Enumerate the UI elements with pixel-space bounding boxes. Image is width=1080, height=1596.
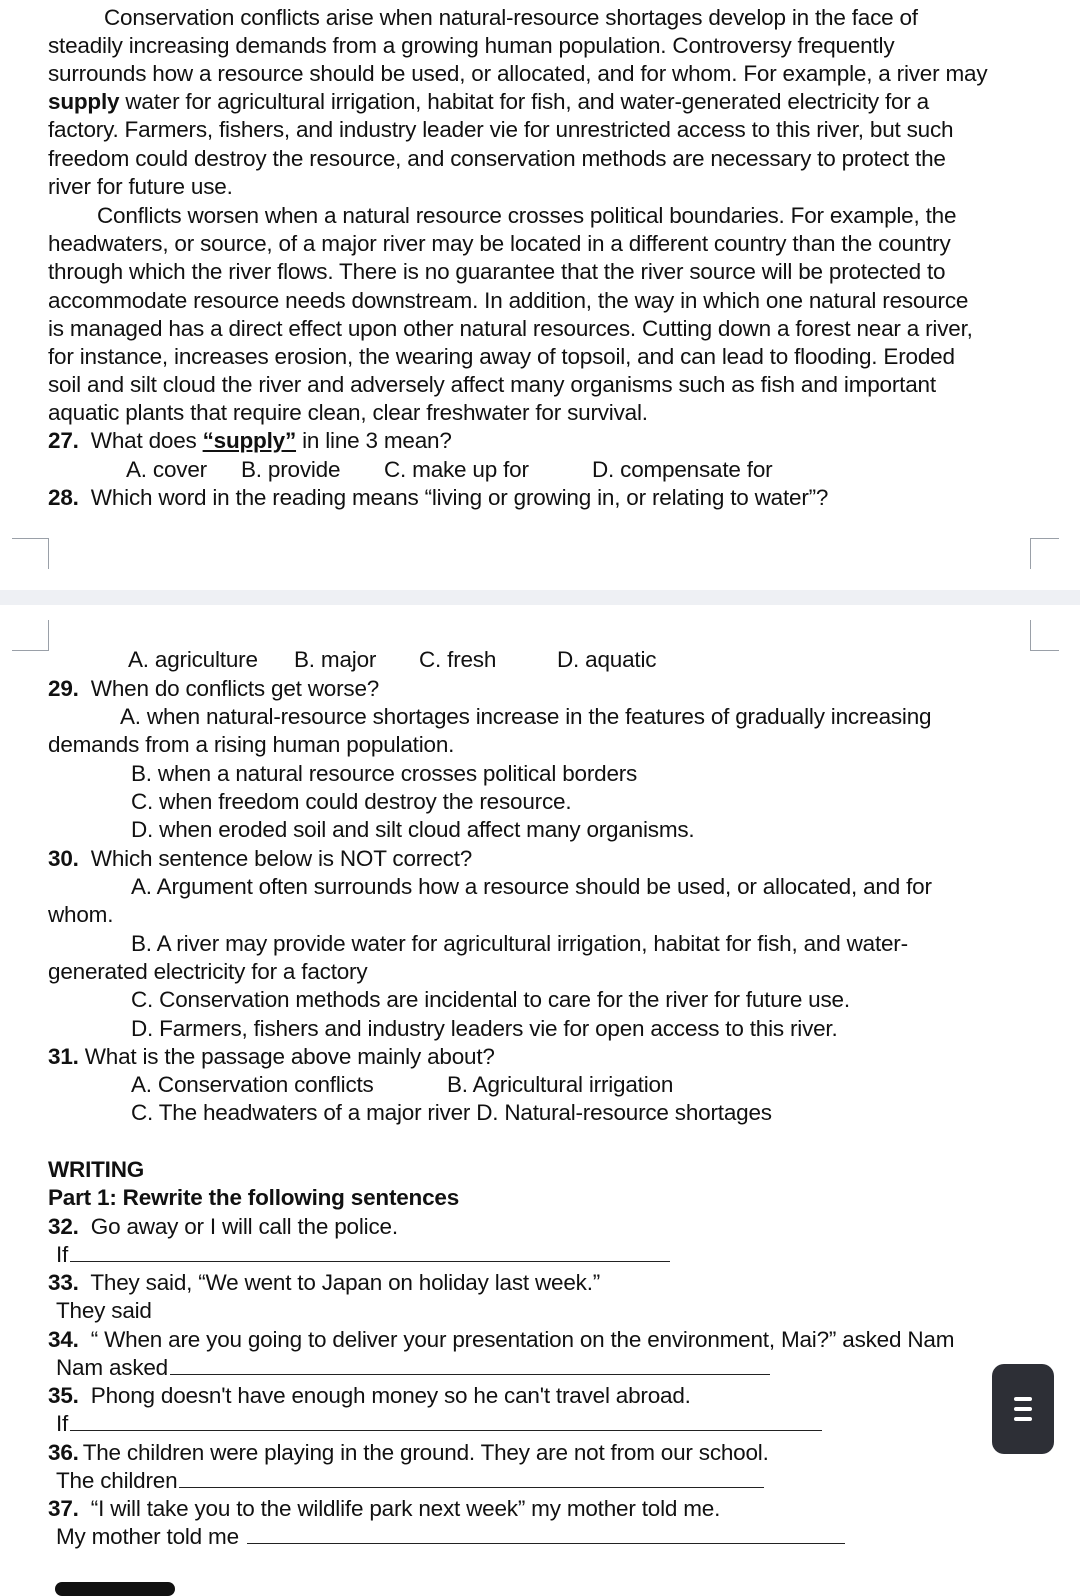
q28-option-c[interactable]: C. fresh [419, 647, 497, 672]
question-30 [48, 845, 472, 873]
question-text: Phong doesn't have enough money so he can't travel abroad. [90, 1383, 691, 1408]
q28-option-b[interactable]: B. major [294, 647, 377, 672]
question-text: When do conflicts get worse? [90, 676, 380, 701]
question-number: 32. [48, 1214, 79, 1239]
writing-item-33 [48, 1269, 600, 1297]
q27-option-b[interactable]: B. provide [241, 457, 341, 482]
question-text: What does [90, 428, 203, 453]
q27-option-d[interactable]: D. compensate for [592, 457, 773, 482]
answer-line-32[interactable] [56, 1241, 670, 1269]
menu-icon [1014, 1397, 1032, 1401]
question-number: 34. [48, 1327, 79, 1352]
passage-line: Conservation conflicts arise when natural-resource shortages develop in the face of [104, 5, 918, 30]
question-number: 30. [48, 846, 79, 871]
q28-option-d[interactable]: D. aquatic [557, 647, 657, 672]
passage-line [48, 88, 929, 116]
question-text: “ When are you going to deliver your presentation on the environment, Mai?” asked Nam [90, 1327, 955, 1352]
q29-option-d[interactable]: D. when eroded soil and silt cloud affect many organisms. [131, 817, 695, 842]
question-number: 36. [48, 1440, 79, 1465]
scroll-indicator [55, 1582, 175, 1596]
question-text: The children were playing in the ground. They are not from our school. [82, 1440, 769, 1465]
answer-line-34[interactable] [56, 1354, 770, 1382]
answer-blank[interactable] [170, 1354, 770, 1375]
answer-line-35[interactable] [56, 1410, 822, 1438]
question-number: 37. [48, 1496, 79, 1521]
passage-line-rest: water for agricultural irrigation, habitat for fish, and water-generated electricity for a [119, 89, 929, 114]
answer-start: Nam asked [56, 1355, 168, 1380]
passage-line: river for future use. [48, 174, 233, 199]
keyword-supply: supply [48, 89, 120, 114]
answer-line-36[interactable] [56, 1467, 764, 1495]
writing-item-32 [48, 1213, 398, 1241]
q30-option-a-cont: whom. [48, 902, 114, 927]
answer-blank[interactable] [179, 1467, 764, 1488]
q28-option-a[interactable]: A. agriculture [128, 647, 258, 672]
question-number: 27. [48, 428, 79, 453]
crop-mark [1030, 538, 1059, 569]
question-text: “I will take you to the wildlife park next week” my mother told me. [90, 1496, 721, 1521]
document-page-1 [0, 0, 1080, 590]
q30-option-b-cont: generated electricity for a factory [48, 959, 368, 984]
section-heading-writing: WRITING [48, 1157, 145, 1182]
q30-option-a[interactable]: A. Argument often surrounds how a resource should be used, or allocated, and for [131, 874, 932, 899]
q31-option-b[interactable]: B. Agricultural irrigation [447, 1072, 674, 1097]
answer-start: They said [56, 1298, 152, 1323]
passage-line: for instance, increases erosion, the wearing away of topsoil, and can lead to flooding. Eroded [48, 344, 955, 369]
answer-blank[interactable] [70, 1241, 670, 1262]
question-number: 28. [48, 485, 79, 510]
passage-line: through which the river flows. There is no guarantee that the river source will be protected to [48, 259, 946, 284]
question-number: 35. [48, 1383, 79, 1408]
question-text: Which sentence below is NOT correct? [90, 846, 473, 871]
question-31 [48, 1043, 495, 1071]
q27-option-a[interactable]: A. cover [126, 457, 207, 482]
answer-start: My mother told me [56, 1524, 239, 1549]
answer-start: If [56, 1242, 69, 1267]
q27-option-c[interactable]: C. make up for [384, 457, 529, 482]
answer-blank[interactable] [247, 1523, 845, 1544]
passage-line: Conflicts worsen when a natural resource crosses political boundaries. For example, the [97, 203, 957, 228]
passage-line: soil and silt cloud the river and adversely affect many organisms such as fish and important [48, 372, 936, 397]
answer-line-33[interactable] [56, 1297, 152, 1325]
part-heading: Part 1: Rewrite the following sentences [48, 1185, 460, 1210]
passage-line: steadily increasing demands from a growing human population. Controversy frequently [48, 33, 895, 58]
q29-option-b[interactable]: B. when a natural resource crosses political borders [131, 761, 638, 786]
q30-option-b[interactable]: B. A river may provide water for agricultural irrigation, habitat for fish, and water- [131, 931, 908, 956]
q30-option-c[interactable]: C. Conservation methods are incidental to care for the river for future use. [131, 987, 850, 1012]
answer-start: If [56, 1411, 69, 1436]
passage-line: surrounds how a resource should be used, or allocated, and for whom. For example, a river may [48, 61, 988, 86]
question-number: 31. [48, 1044, 79, 1069]
question-text: What is the passage above mainly about? [78, 1044, 495, 1069]
answer-start: The children [56, 1468, 178, 1493]
floating-menu-button[interactable] [992, 1364, 1054, 1454]
keyword-supply-quoted: “supply” [202, 428, 297, 453]
q31-option-a[interactable]: A. Conservation conflicts [131, 1072, 374, 1097]
question-text: Which word in the reading means “living or growing in, or relating to water”? [90, 485, 829, 510]
writing-item-35 [48, 1382, 691, 1410]
crop-mark [12, 538, 49, 569]
question-text: They said, “We went to Japan on holiday last week.” [90, 1270, 601, 1295]
question-text: Go away or I will call the police. [90, 1214, 398, 1239]
answer-line-37[interactable] [56, 1523, 845, 1551]
question-number: 29. [48, 676, 79, 701]
question-text: in line 3 mean? [296, 428, 452, 453]
question-28 [48, 484, 828, 512]
passage-line: aquatic plants that require clean, clear freshwater for survival. [48, 400, 648, 425]
passage-line: accommodate resource needs downstream. In addition, the way in which one natural resource [48, 288, 969, 313]
passage-line: is managed has a direct effect upon other natural resources. Cutting down a forest near a river, [48, 316, 973, 341]
q29-option-a-cont: demands from a rising human population. [48, 732, 455, 757]
passage-line: factory. Farmers, fishers, and industry leader vie for unrestricted access to this river, but such [48, 117, 954, 142]
answer-blank[interactable] [70, 1410, 822, 1431]
crop-mark [12, 620, 49, 651]
writing-item-34 [48, 1326, 954, 1354]
question-27 [48, 427, 452, 455]
q31-option-cd[interactable]: C. The headwaters of a major river D. Natural-resource shortages [131, 1100, 772, 1125]
question-number: 33. [48, 1270, 79, 1295]
passage-line: headwaters, or source, of a major river may be located in a different country than the country [48, 231, 951, 256]
q30-option-d[interactable]: D. Farmers, fishers and industry leaders vie for open access to this river. [131, 1016, 838, 1041]
writing-item-36 [48, 1439, 769, 1467]
page-separator [0, 590, 1080, 605]
writing-item-37 [48, 1495, 720, 1523]
crop-mark [1030, 620, 1059, 651]
q29-option-a[interactable]: A. when natural-resource shortages increase in the features of gradually increasing [120, 704, 932, 729]
passage-line: freedom could destroy the resource, and conservation methods are necessary to protect the [48, 146, 946, 171]
q29-option-c[interactable]: C. when freedom could destroy the resource. [131, 789, 572, 814]
question-29 [48, 675, 379, 703]
